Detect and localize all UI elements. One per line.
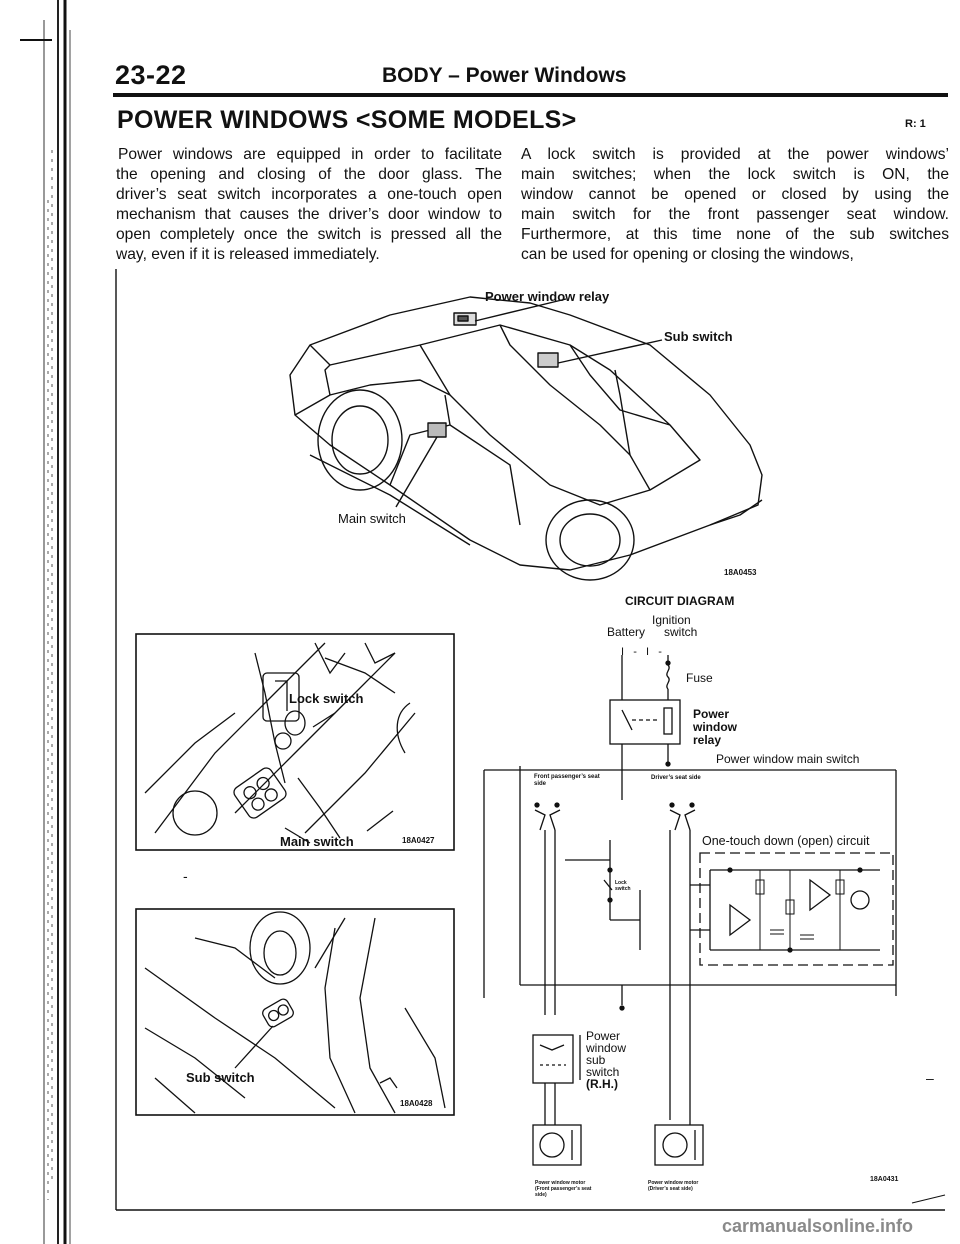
- figure-code: 18A0453: [724, 568, 757, 577]
- text-line: way, even if it is released immediately.: [116, 246, 380, 263]
- label-main-switch: Main switch: [338, 511, 406, 526]
- text-line: A lock switch is provided at the power windows’: [521, 146, 949, 163]
- text-line: open completely once the switch is pressed all the: [116, 226, 502, 243]
- text-line: window cannot be opened or closed by using the: [521, 186, 949, 203]
- circuit-heading: CIRCUIT DIAGRAM: [625, 594, 735, 608]
- text-line: the opening and closing of the door glass. The: [116, 166, 502, 183]
- terminal-marks: I - I -: [621, 646, 662, 658]
- label-lock-switch: Lock switch: [615, 880, 631, 892]
- text-line: driver’s seat switch incorporates a one-touch open: [116, 186, 502, 203]
- sub-line: sub: [586, 1053, 606, 1067]
- left-paragraph: [116, 145, 502, 265]
- label-motor-front-passenger: Power window motor (Front passenger’s seat side): [535, 1180, 592, 1198]
- sub-line: switch: [586, 1065, 620, 1079]
- text-line: Power windows are equipped in order to facilitate: [118, 146, 502, 163]
- stray-dash-mark: –: [926, 1070, 934, 1086]
- circuit-diagram: [478, 640, 908, 1195]
- text-line: main switch for the front passenger seat window.: [521, 206, 949, 223]
- label-one-touch-circuit: One-touch down (open) circuit: [702, 834, 870, 848]
- label-ignition: Ignition: [652, 613, 691, 627]
- label-sub-switch: Sub switch: [186, 1070, 255, 1085]
- relay-line: Power: [693, 707, 730, 721]
- figure-code: 18A0428: [400, 1099, 433, 1108]
- label-main-switch: Main switch: [280, 834, 354, 849]
- label-driver-side: Driver’s seat side: [651, 775, 701, 781]
- sub-line: Power: [586, 1029, 621, 1043]
- label-lock-switch: Lock switch: [289, 691, 364, 706]
- stray-dash-mark: -: [183, 868, 188, 884]
- label-battery: Battery: [607, 625, 646, 639]
- label-switch: switch: [664, 625, 698, 639]
- label-power-window-relay: Power window relay: [485, 289, 610, 304]
- scan-binding-edge: [0, 0, 100, 1244]
- right-paragraph: [521, 145, 949, 265]
- door-main-switch-illustration: [135, 633, 455, 851]
- page-number: 23-22: [115, 60, 187, 90]
- sub-line: window: [586, 1041, 627, 1055]
- text-line: mechanism that causes the driver’s door window to: [116, 206, 502, 223]
- relay-line: relay: [693, 733, 722, 747]
- relay-line: window: [693, 720, 737, 734]
- text-line: can be used for opening or closing the windows,: [521, 246, 854, 263]
- section-title: POWER WINDOWS <SOME MODELS>: [117, 106, 577, 134]
- stray-mark: R: 1: [905, 118, 926, 130]
- sub-line: (R.H.): [586, 1077, 618, 1091]
- label-front-passenger-side: Front passenger’s seat side: [534, 774, 600, 787]
- running-head: BODY – Power Windows: [382, 64, 627, 87]
- door-sub-switch-illustration: [135, 908, 455, 1116]
- header-rule: [113, 93, 948, 97]
- label-motor-driver: Power window motor (Driver’s seat side): [648, 1180, 699, 1192]
- label-main-switch-group: Power window main switch: [716, 752, 860, 766]
- text-line: Furthermore, at this time none of the sub switches: [521, 226, 949, 243]
- figure-code: 18A0427: [402, 836, 435, 845]
- figure-code: 18A0431: [870, 1176, 899, 1183]
- label-sub-switch: Sub switch: [664, 329, 733, 344]
- label-fuse: Fuse: [686, 671, 713, 685]
- watermark: carmanualsonline.info: [722, 1216, 914, 1236]
- text-line: main switches; when the lock switch is ON, the: [521, 166, 949, 183]
